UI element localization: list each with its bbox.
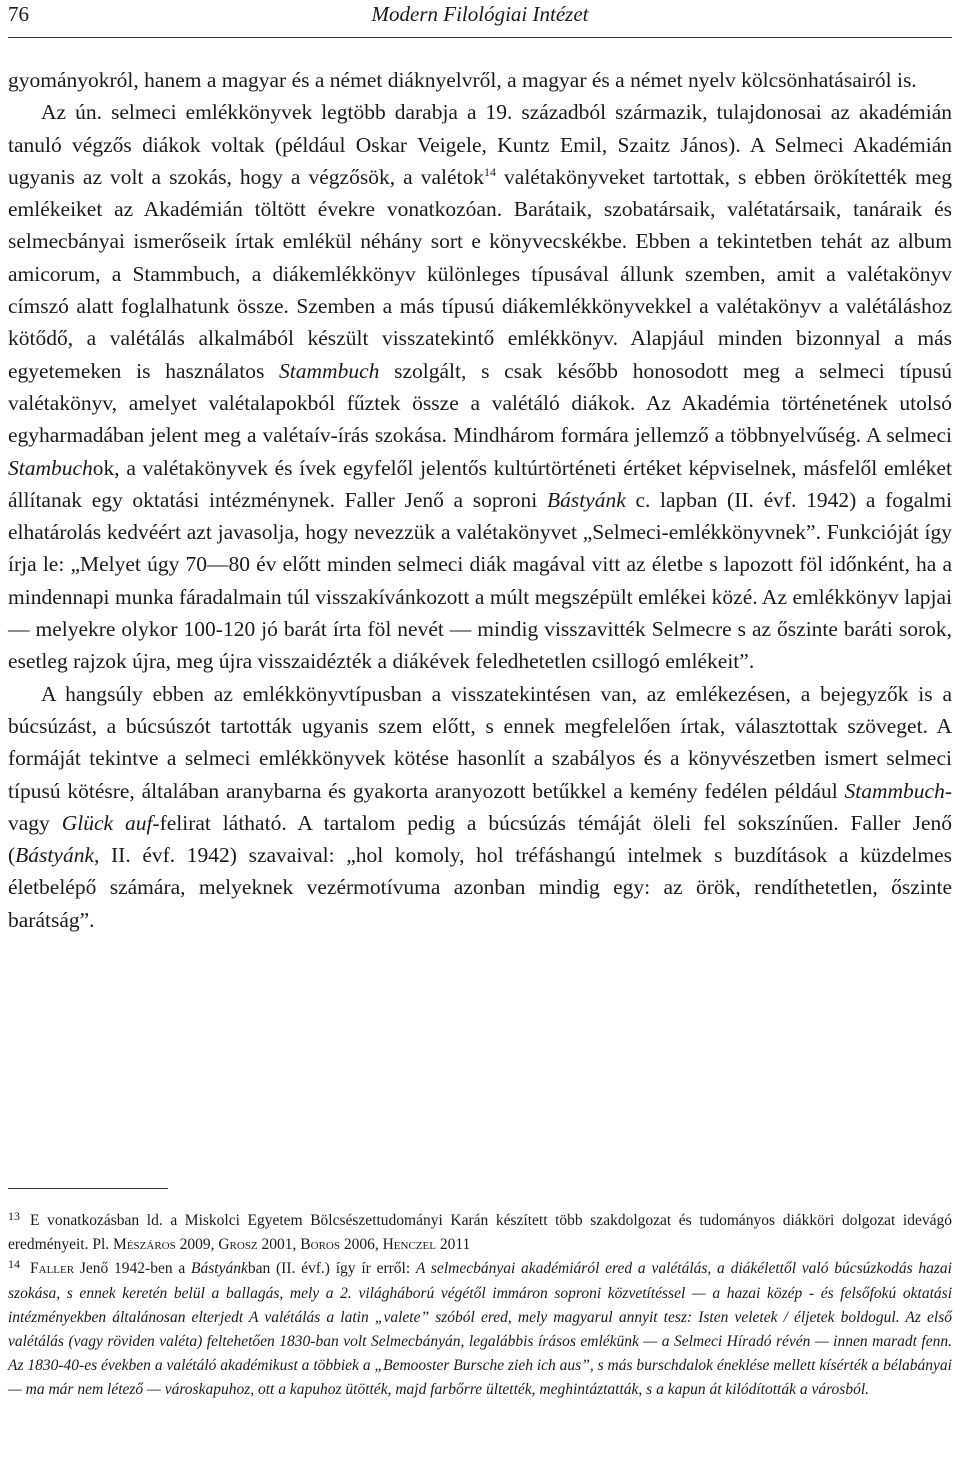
footnote-divider — [8, 1188, 168, 1189]
page-number: 76 — [8, 2, 29, 26]
paragraph-2: Az ún. selmeci emlékkönyvek legtöbb darabja a 19. századból származik, tulajdonosai az akadémián tanuló végzős diákok voltak (például Oskar Veigele, Kuntz Emil, Szaitz János). A Selmeci Akadémián ugyanis az volt a szokás, hogy a végzősök, a valétok$^{14}$ valétakönyveket tartottak, s ebben örökítették meg emlékeiket az Akadémián töltött évekre vonatkozóan. Barátaik, szobatársaik, valétatársaik, tanáraik és selmecbányai ismerőseik írtak emlékül néhány sort e könyvecskékbe. Ebben a tekintetben tehát az album amicorum, a Stammbuch, a diákemlékkönyv különleges típusával állunk szemben, amit a valétakönyv címszó alatt foglalhatunk össze. Szemben a más típusú diákemlékkönyvekkel a valétakönyv a valétáláshoz kötődő, a valétálás alkalmából készült visszatekintő emlékkönyv. Alapjául minden bizonnyal a más egyetemeken is használatos Stammbuch szolgált, s csak később honosodott meg a selmeci típusú valétakönyv, amelyet valétalapokból fűztek össze a valétáló diákok. Az Akadémia történetének utolsó egyharmadában jelent meg a valétaív-írás szokása. Mindhárom formára jellemző a többnyelvűség. A selmeci Stambuchok, a valétakönyvek és ívek egyfelől jelentős kultúrtörténeti értéket képviselnek, másfelől emléket állítanak egy oktatási intézménynek. Faller Jenő a soproni Bástyánk c. lapban (II. évf. 1942) a fogalmi elhatárolás kedvéért azt javasolja, hogy nevezzük a valétakönyvet „Selmeci-emlékkönyvnek”. Funkcióját így írja le: „Melyet úgy 70—80 év előtt minden selmeci diák magával vitt az életbe s lapozott föl időnként, ha a mindennapi munka fáradalmain túl visszakívánkozott a múlt megszépült emlékei közé. Az emlékkönyv lapjai — melyekre olykor 100-120 jó barát írta föl nevét — mindig visszavitték Selmecre s az őszinte baráti sorok, esetleg rajzok újra, meg újra visszaidézték a diákévek feledhetetlen csillogó emlékeit”. — [8, 100, 953, 674]
main-text — [8, 64, 952, 936]
footnote-ref-14[interactable]: 14 — [483, 164, 496, 179]
page-header — [8, 0, 952, 38]
running-title: Modern Filológiai Intézet — [371, 2, 589, 26]
paragraph-1: gyományokról, hanem a magyar és a német diáknyelvről, a magyar és a német nyelv kölcsönhatásairól is. — [8, 68, 917, 92]
footnote-14: $^{14}$ Faller Jenő 1942-ben a Bástyánkban (II. évf.) így ír erről: A selmecbányai akadémiáról ered a valétálás, a diákélettől való búcsúzkodás hazai szokása, s ennek keretén belül a ballagás, mely a 2. világháború végétől immáron soproni közvetítéssel — a hazai közép - és felsőfokú oktatási intézményekben általánosan elterjedt A valétálás a latin „valete” szóból ered, mely magyarul annyit tesz: Isten veletek / éljetek boldogul. Az első valétálás (vagy röviden valéta) feltehetően 1830-ban volt Selmecbányán, legalábbis írásos emlékünk — a Selmeci Híradó révén — innen maradt fenn. Az 1830-40-es években a valétáló akadémikust a többiek a „Bemooster Bursche zieh ich aus”, s más burschdalok éneklése mellett kísérték a bélabányai — ma már nem létező — városkapuhoz, ott a kapuhoz ütötték, majd farbőrre ültették, meghintáztatták, s a kapun át kilódították a városból. — [8, 1257, 952, 1399]
paragraph-3: A hangsúly ebben az emlékkönyvtípusban a visszatekintésen van, az emlékezésen, a bejegyzők is a búcsúzást, a búcsúszót tartották ugyanis szem előtt, s ennek megfelelően írtak, választottak szöveget. A formáját tekintve a selmeci emlékkönyvek kötése hasonlít a szabályos és a könyvészetben ismert selmeci típusú kötésre, általában aranybarna és gyakorta aranyozott betűkkel a kemény fedélen például Stammbuch- vagy Glück auf-felirat látható. A tartalom pedig a búcsúzás témáját öleli fel sokszínűen. Faller Jenő (Bástyánk, II. évf. 1942) szavaival: „hol komoly, hol tréfáshangú intelmek s buzdítások a küzdelmes életbelépő számára, melyeknek vezérmotívuma azonban mindig egy: az örök, rendíthetetlen, őszinte barátság”. — [8, 681, 952, 932]
footnotes — [8, 1188, 952, 1403]
footnote-13: $^{13}$ E vonatkozásban ld. a Miskolci Egyetem Bölcsészettudományi Karán készített több szakdolgozat és tudományos diákköri dolgozat idevágó eredményeit. Pl. Mészáros 2009, Grosz 2001, Boros 2006, Henczel 2011 — [8, 1209, 952, 1254]
